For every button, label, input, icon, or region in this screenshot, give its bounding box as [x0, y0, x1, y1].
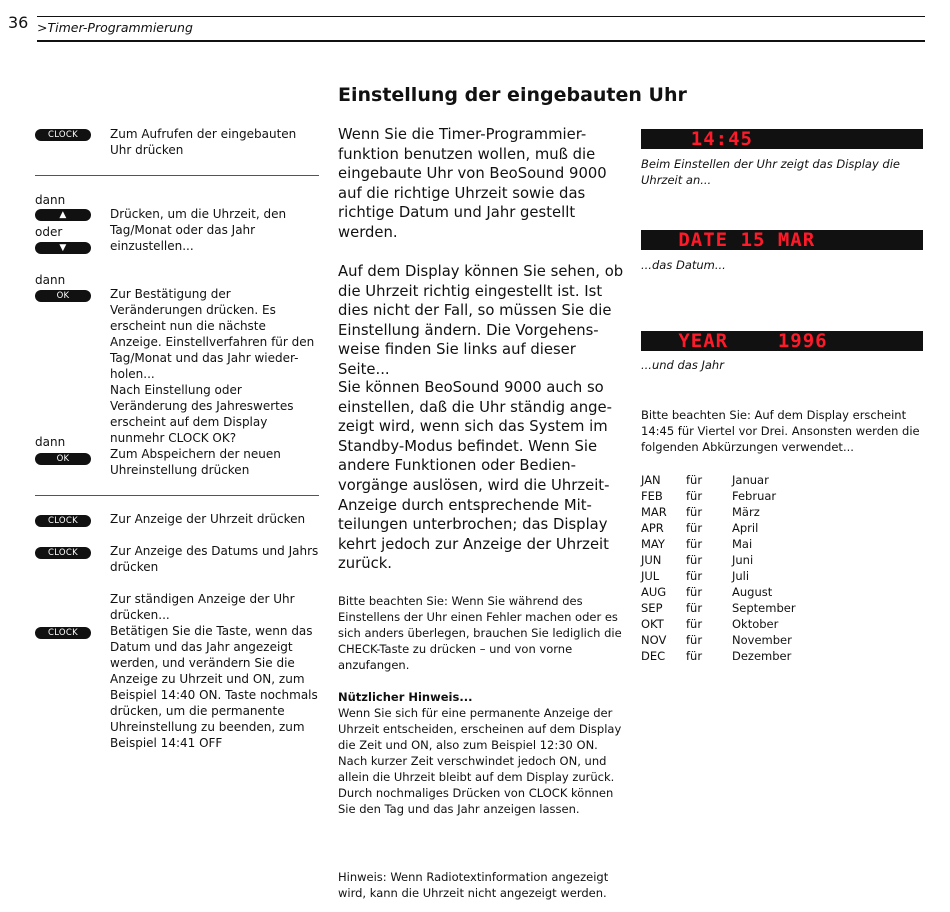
instruction-text: Betätigen Sie die Taste, wenn das Datum und das Jahr angezeigt werden, und verändern Sie die Anzeige zu Uhrzeit und ON, zum Beispiel 14:40 ON. Taste nochmals drücken, um die permanente Uhreinstellung zu beenden, zum Beispiel 14:41 OFF [110, 624, 318, 750]
table-row [641, 552, 796, 568]
body-paragraph: Wenn Sie die Timer-Programmier-funktion benutzen wollen, muß die eingebaute Uhr von BeoSound 9000 auf die richtige Uhrzeit sowie das richtige Datum und Jahr gestellt werden. [338, 126, 607, 241]
instruction-text: Drücken, um die Uhrzeit, den Tag/Monat oder das Jahr einzustellen... [110, 207, 287, 253]
table-row [641, 632, 796, 648]
dann-label: dann [35, 435, 66, 449]
abbr-code: JUN [641, 553, 662, 567]
abbr-code: DEC [641, 649, 666, 663]
dann-label: dann [35, 193, 66, 207]
abbr-code: SEP [641, 601, 663, 615]
oder-label: oder [35, 225, 63, 239]
caption-year: ...und das Jahr [641, 358, 724, 372]
clock-key: CLOCK [35, 547, 91, 559]
abbr-for: für [686, 537, 703, 551]
header-rule-bottom [37, 40, 925, 42]
abbr-code: JUL [641, 569, 660, 583]
table-row [641, 648, 796, 664]
abbr-for: für [686, 649, 703, 663]
abbr-for: für [686, 617, 703, 631]
body-paragraph: Auf dem Display können Sie sehen, ob die Uhrzeit richtig eingestellt ist. Ist dies nicht der Fall, so müssen Sie die Einstellung ändern. Die Vorgehens-weise finden Sie links auf dieser Seite... [338, 263, 624, 378]
up-key [35, 209, 91, 221]
abbr-code: OKT [641, 617, 664, 631]
tip-text: Wenn Sie sich für eine permanente Anzeige der Uhrzeit entscheiden, erscheinen auf dem Display die Zeit und ON, also zum Beispiel 12:30 ON. Nach kurzer Zeit verschwindet jedoch ON, und allein die Uhrzeit bleibt auf dem Display zurück. Durch nochmaliges Drücken von CLOCK können Sie den Tag und das Jahr anzeigen lassen. [338, 706, 622, 816]
lcd-display-year: YEAR 1996 [641, 331, 923, 351]
abbr-code: AUG [641, 585, 667, 599]
abbr-code: MAY [641, 537, 665, 551]
abbr-code: FEB [641, 489, 663, 503]
abbr-month: Juli [732, 569, 750, 583]
instruction-text: Zum Abspeichern der neuen Uhreinstellung drücken [110, 447, 281, 477]
table-row [641, 600, 796, 616]
table-row [641, 488, 796, 504]
abbr-for: für [686, 505, 703, 519]
body-note: Bitte beachten Sie: Wenn Sie während des Einstellens der Uhr einen Fehler machen oder es sich anders überlegen, brauchen Sie lediglich die CHECK-Taste zu drücken – und von vorne anzufangen. [338, 594, 622, 672]
abbr-code: NOV [641, 633, 667, 647]
abbr-month: April [732, 521, 759, 535]
page-number: 36 [8, 13, 29, 32]
abbr-month: Januar [732, 473, 769, 487]
abbr-month: November [732, 633, 792, 647]
abbr-month: Februar [732, 489, 777, 503]
abbr-month: März [732, 505, 760, 519]
instruction-text: Zum Aufrufen der eingebauten Uhr drücken [110, 127, 297, 157]
table-row [641, 616, 796, 632]
abbr-for: für [686, 473, 703, 487]
instruction-text: Zur Bestätigung der Veränderungen drücken. Es erscheint nun die nächste Anzeige. Einstellverfahren für den Tag/Monat und das Jahr wieder-holen... [110, 287, 315, 381]
instruction-text: Zur Anzeige der Uhrzeit drücken [110, 512, 306, 526]
clock-key: CLOCK [35, 627, 91, 639]
ok-key: OK [35, 290, 91, 302]
abbr-for: für [686, 521, 703, 535]
table-row [641, 568, 796, 584]
instruction-text: Zur Anzeige des Datums und Jahrs drücken [110, 544, 319, 574]
table-row [641, 504, 796, 520]
abbr-for: für [686, 489, 703, 503]
table-row [641, 520, 796, 536]
abbr-month: Dezember [732, 649, 792, 663]
divider [35, 175, 319, 176]
lcd-display-date: DATE 15 MAR [641, 230, 923, 250]
abbreviation-note: Bitte beachten Sie: Auf dem Display erscheint 14:45 für Viertel vor Drei. Ansonsten werden die folgenden Abkürzungen verwendet... [641, 408, 920, 454]
dann-label: dann [35, 273, 66, 287]
abbr-code: APR [641, 521, 664, 535]
abbr-code: MAR [641, 505, 667, 519]
abbr-month: Mai [732, 537, 753, 551]
clock-key: CLOCK [35, 515, 91, 527]
caption-time: Beim Einstellen der Uhr zeigt das Display die Uhrzeit an... [641, 157, 900, 187]
abbr-month: August [732, 585, 773, 599]
caption-date: ...das Datum... [641, 258, 726, 272]
abbr-month: Juni [732, 553, 754, 567]
up-arrow-icon: ▲ [59, 210, 67, 220]
divider [35, 495, 319, 496]
abbr-for: für [686, 553, 703, 567]
abbr-for: für [686, 601, 703, 615]
table-row [641, 584, 796, 600]
table-row [641, 536, 796, 552]
instruction-note: Nach Einstellung oder Veränderung des Jahreswertes erscheint auf dem Display nunmehr CLOCK OK? [110, 383, 294, 445]
down-key [35, 242, 91, 254]
abbr-for: für [686, 569, 703, 583]
body-paragraph: Sie können BeoSound 9000 auch so einstellen, daß die Uhr ständig ange-zeigt wird, wenn sich das System im Standby-Modus befindet. Wenn Sie andere Funktionen oder Bedien-vorgänge auslösen, wird die Uhrzeit-Anzeige durch entsprechende Mit-teilungen unterbrochen; das Display kehrt jedoch zur Anzeige der Uhrzeit zurück. [338, 379, 612, 573]
abbr-month: Oktober [732, 617, 779, 631]
abbr-code: JAN [641, 473, 661, 487]
footnote: Hinweis: Wenn Radiotextinformation angezeigt wird, kann die Uhrzeit nicht angezeigt werden. [338, 870, 609, 900]
lcd-display-time: 14:45 [641, 129, 923, 149]
ok-key: OK [35, 453, 91, 465]
abbr-for: für [686, 585, 703, 599]
header-section-title: >Timer-Programmierung [37, 20, 193, 35]
abbr-for: für [686, 633, 703, 647]
header-rule-top [37, 16, 925, 17]
instruction-text: Zur ständigen Anzeige der Uhr drücken... [110, 592, 295, 622]
tip-title: Nützlicher Hinweis... [338, 690, 473, 704]
down-arrow-icon: ▼ [59, 243, 67, 253]
page-title: Einstellung der eingebauten Uhr [338, 84, 687, 106]
abbr-month: September [732, 601, 796, 615]
table-row [641, 472, 796, 488]
clock-key: CLOCK [35, 129, 91, 141]
abbreviation-table [641, 472, 796, 664]
